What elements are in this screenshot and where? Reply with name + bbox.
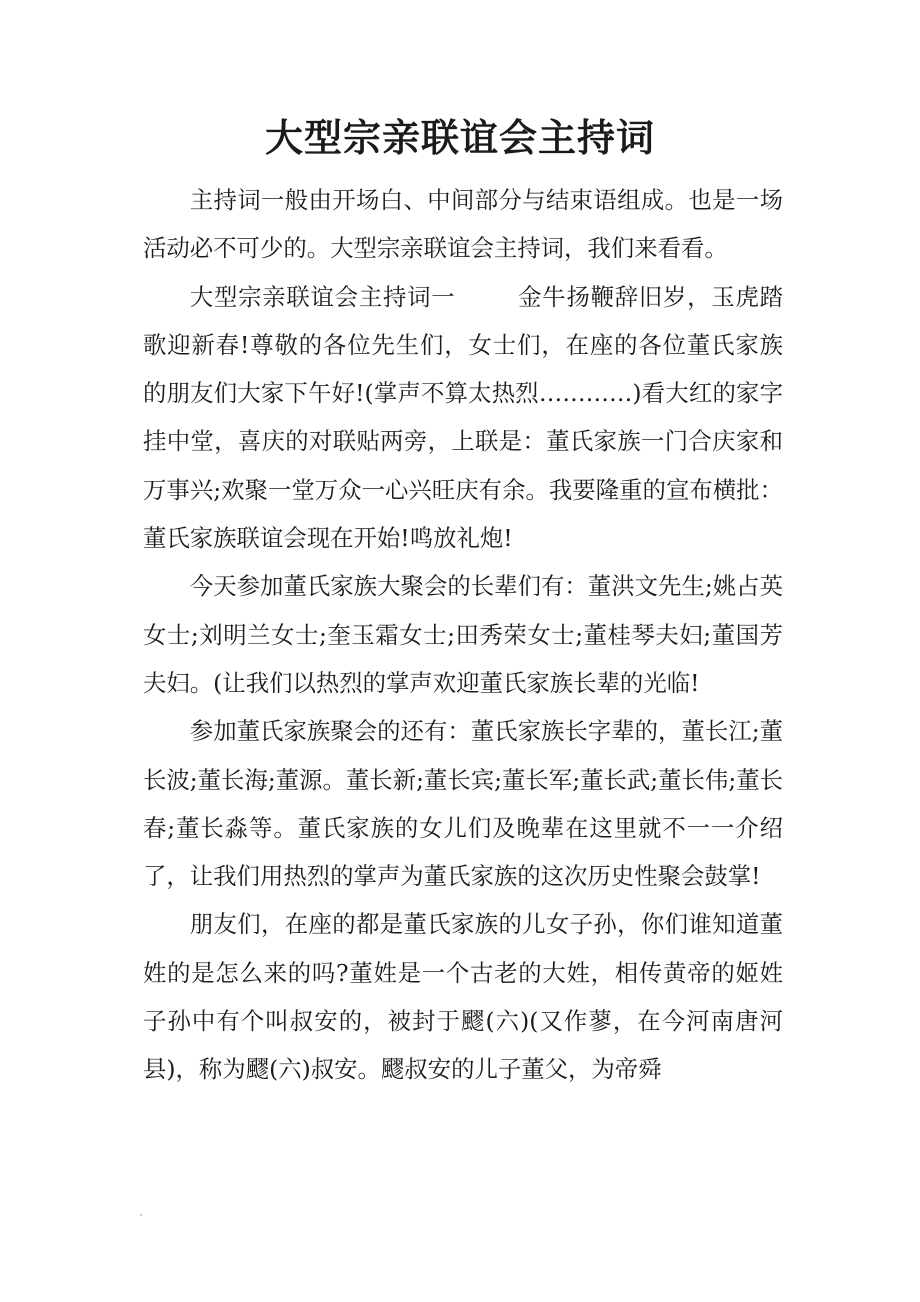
elders-paragraph: 今天参加董氏家族大聚会的长辈们有：董洪文先生;姚占英女士;刘明兰女士;奎玉霜女士;田秀荣女士;董桂琴夫妇;董国芳夫妇。(让我们以热烈的掌声欢迎董氏家族长辈的光临! xyxy=(143,572,783,697)
section-heading: 大型宗亲联谊会主持词一 xyxy=(189,282,456,311)
intro-paragraph: 主持词一般由开场白、中间部分与结束语组成。也是一场活动必不可少的。大型宗亲联谊会主持词，我们来看看。 xyxy=(143,186,783,263)
attendees-paragraph: 参加董氏家族聚会的还有：董氏家族长字辈的，董长江;董长波;董长海;董源。董长新;董长宾;董长军;董长武;董长伟;董长春;董长淼等。董氏家族的女儿们及晚辈在这里就不一一介绍了，让我们用热烈的掌声为董氏家族的这次历史性聚会鼓掌! xyxy=(143,717,783,891)
section-one-text: 金牛扬鞭辞旧岁，玉虎踏歌迎新春!尊敬的各位先生们，女士们，在座的各位董氏家族的朋友们大家下午好!(掌声不算太热烈…………)看大红的家字挂中堂，喜庆的对联贴两旁，上联是：董氏家族一门合庆家和万事兴;欢聚一堂万众一心兴旺庆有余。我要隆重的宣布横批：董氏家族联谊会现在开始!鸣放礼炮! xyxy=(143,282,784,553)
document-body xyxy=(143,176,783,1094)
section-one-paragraph xyxy=(143,273,783,563)
document-title: 大型宗亲联谊会主持词 xyxy=(264,115,655,160)
page-speck xyxy=(140,1214,142,1216)
origin-paragraph: 朋友们，在座的都是董氏家族的儿女子孙，你们谁知道董姓的是怎么来的吗?董姓是一个古老的大姓，相传黄帝的姬姓子孙中有个叫叔安的，被封于飂(六)(又作蓼，在今河南唐河县)，称为飂(六)叔安。飂叔安的儿子董父，为帝舜 xyxy=(143,910,783,1084)
